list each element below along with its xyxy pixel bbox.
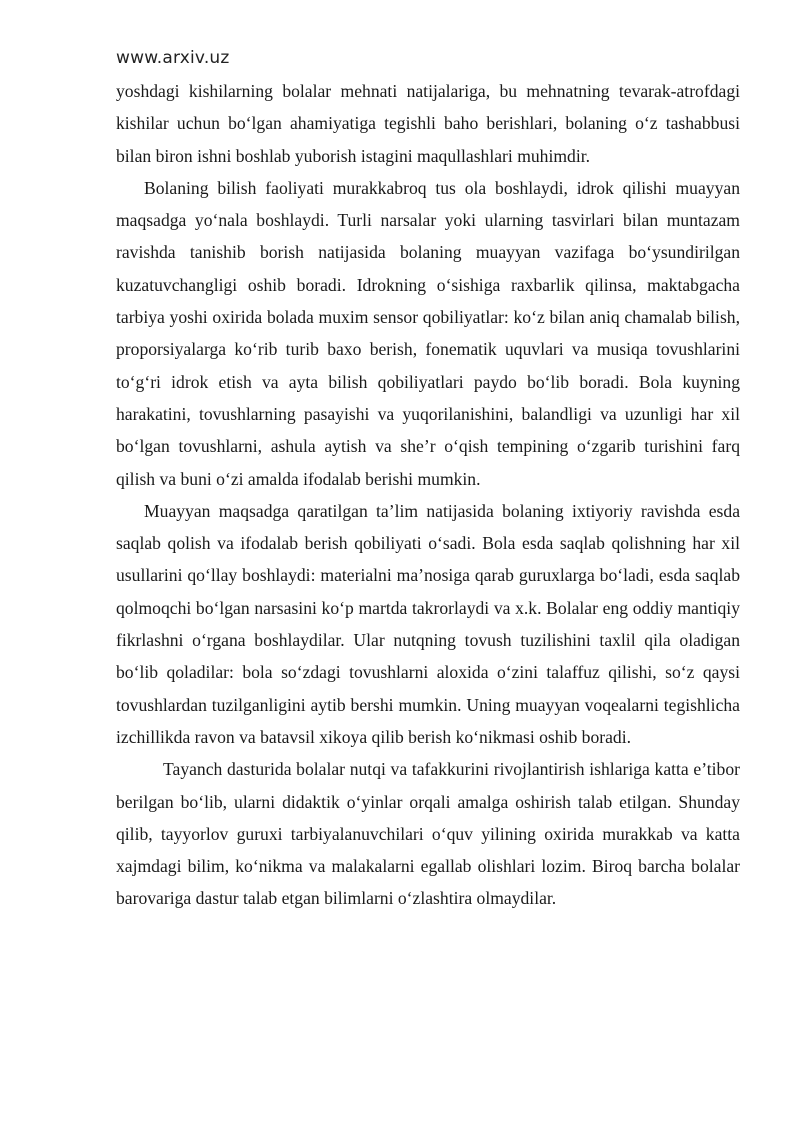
paragraph-core-program: Tayanch dasturida bolalar nutqi va tafakkurini rivojlantirish ishlariga katta e’tibor berilgan bo‘lib, ularni didaktik o‘yinlar orqali amalga oshirish talab etilgan. Shunday qilib, tayyorlov guruxi tarbiyalanuvchilari o‘quv yilining oxirida murakkab va katta xajmdagi bilim, ko‘nikma va malakalarni egallab olishlari lozim. Biroq barcha bolalar barovariga dastur talab etgan bilimlarni o‘zlashtira olmaydilar.: [116, 759, 740, 909]
site-header-url: www.arxiv.uz: [116, 48, 230, 68]
paragraph-memory-training: Muayyan maqsadga qaratilgan ta’lim natijasida bolaning ixtiyoriy ravishda esda saqlab qolish va ifodalab berish qobiliyati o‘sadi. Bola esda saqlab qolishning har xil usullarini qo‘llay boshlaydi: materialni ma’nosiga qarab guruxlarga bo‘ladi, esda saqlab qolmoqchi bo‘lgan narsasini ko‘p martda takrorlaydi va x.k. Bolalar eng oddiy mantiqiy fikrlashni o‘rgana boshlaydilar. Ular nutqning tovush tuzilishini taxlil qila oladigan bo‘lib qoladilar: bola so‘zdagi tovushlarni aloxida o‘zini talaffuz qilishi, so‘z qaysi tovushlardan tuzilganligini aytib bershi mumkin. Uning muayyan voqealarni tegishlicha izchillikda ravon va batavsil xikoya qilib berish ko‘nikmasi oshib boradi.: [116, 500, 740, 747]
document-body: [116, 75, 740, 915]
paragraph-continuation: yoshdagi kishilarning bolalar mehnati natijalariga, bu mehnatning tevarak-atrofdagi kishilar uchun bo‘lgan ahamiyatiga tegishli baho berishlari, bolaning o‘z tashabbusi bilan biron ishni boshlab yuborish istagini maqullashlari muhimdir.: [116, 81, 740, 166]
paragraph-cognitive-activity: Bolaning bilish faoliyati murakkabroq tus ola boshlaydi, idrok qilishi muayyan maqsadga yo‘nala boshlaydi. Turli narsalar yoki ularning tasvirlari bilan muntazam ravishda tanishib borish natijasida bolaning muayyan vazifaga bo‘ysundirilgan kuzatuvchangligi oshib boradi. Idrokning o‘sishiga raxbarlik qilinsa, maktabgacha tarbiya yoshi oxirida bolada muxim sensor qobiliyatlar: ko‘z bilan aniq chamalab bilish, proporsiyalarga ko‘rib turib baxo berish, fonematik uquvlari va musiqa tovushlarini to‘g‘ri idrok etish va ayta bilish qobiliyatlari paydo bo‘lib boradi. Bola kuyning harakatini, tovushlarning pasayishi va yuqorilanishini, balandligi va uzunligi har xil bo‘lgan tovushlarni, ashula aytish va she’r o‘qish tempining o‘zgarib turishini farq qilish va buni o‘zi amalda ifodalab berishi mumkin.: [116, 177, 740, 489]
